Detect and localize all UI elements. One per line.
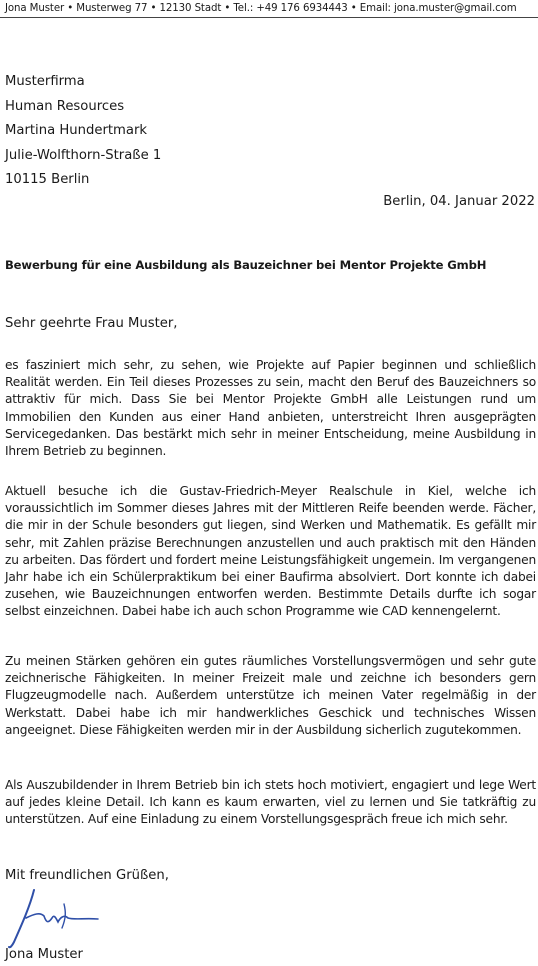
recipient-contact: Martina Hundertmark: [5, 123, 148, 139]
handwritten-signature-icon: [4, 884, 114, 950]
signature-stroke: [9, 890, 34, 947]
recipient-company: Musterfirma: [5, 74, 85, 89]
body-paragraph-2: Aktuell besuche ich die Gustav-Friedrich-Meyer Realschule in Kiel, welche ich voraussichtlich im Sommer dieses Jahres mit der Mittleren Reife beenden werde. Fächer, die mir in der Schule besonders gut liegen, sind Werken und Mathematik. Es gefällt mir sehr, mit Zahlen präzise Berechnungen anzustellen und auch praktisch mit den Händen zu arbeiten. Das fördert und fordert meine Leistungsfähigkeit ungemein. Im vergangenen Jahr habe ich ein Schülerpraktikum bei einer Baufirma absolviert. Dort konnte ich dabei zusehen, wie Bauzeichnungen entworfen werden. Bestimmte Details durfte ich sogar selbst einzeichnen. Dabei habe ich auch schon Programme wie CAD kennengelernt.: [5, 484, 536, 619]
body-paragraph-1: es fasziniert mich sehr, zu sehen, wie Projekte auf Papier beginnen und schließlich Realität werden. Ein Teil dieses Prozesses zu sein, macht den Beruf des Bauzeichners so attraktiv für mich. Dass Sie bei Mentor Projekte GmbH alle Leistungen rund um Immobilien den Kunden aus einer Hand anbieten, unterstreicht Ihren ausgeprägten Servicegedanken. Das bestärkt mich sehr in meiner Entscheidung, meine Ausbildung in Ihrem Betrieb zu beginnen.: [5, 358, 536, 459]
sender-address-line: Jona Muster • Musterweg 77 • 12130 Stadt • Tel.: +49 176 6934443 • Email: jona.muster@gmail.com: [5, 3, 517, 14]
body-paragraph-4: Als Auszubildender in Ihrem Betrieb bin ich stets hoch motiviert, engagiert und lege Wert auf jedes kleine Detail. Ich kann es kaum erwarten, viel zu lernen und Sie tatkräftig zu unterstützen. Auf eine Einladung zu einem Vorstellungsgespräch freue ich mich sehr.: [5, 778, 536, 827]
recipient-city: 10115 Berlin: [5, 172, 90, 188]
body-paragraph-3: Zu meinen Stärken gehören ein gutes räumliches Vorstellungsvermögen und sehr gute zeichnerische Fähigkeiten. In meiner Freizeit male und zeichne ich besonders gern Flugzeugmodelle nach. Außerdem unterstütze ich meinen Vater regelmäßig in der Werkstatt. Dabei habe ich mir handwerkliches Geschick und technisches Wissen angeeignet. Diese Fähigkeiten werden mir in der Ausbildung sicherlich zugutekommen.: [5, 654, 536, 737]
letter-subject: Bewerbung für eine Ausbildung als Bauzeichner bei Mentor Projekte GmbH: [5, 258, 487, 272]
salutation: Sehr geehrte Frau Muster,: [5, 316, 178, 331]
signer-name: Jona Muster: [5, 947, 83, 962]
signature-stroke: [26, 914, 98, 922]
recipient-department: Human Resources: [5, 98, 125, 114]
recipient-address-block: [5, 70, 161, 193]
recipient-street: Julie-Wolfthorn-Straße 1: [5, 147, 162, 163]
closing-phrase: Mit freundlichen Grüßen,: [5, 868, 169, 883]
header-divider: [0, 17, 538, 18]
letter-date: Berlin, 04. Januar 2022: [383, 194, 535, 209]
